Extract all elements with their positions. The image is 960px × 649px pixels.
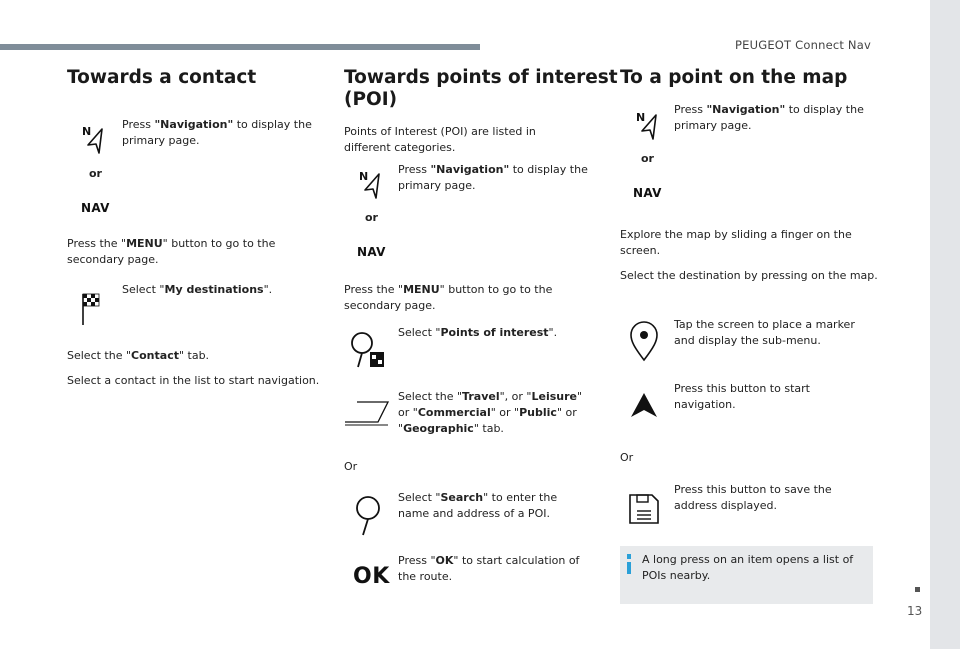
step-text: Press "OK" to start calculation of the route. xyxy=(398,554,580,583)
save-icon xyxy=(628,493,660,525)
step-text: Explore the map by sliding a finger on the screen. xyxy=(620,228,852,257)
navigation-arrow-icon xyxy=(629,392,659,420)
step-text: Select "My destinations". xyxy=(122,283,273,296)
page-number: 13 xyxy=(907,604,923,618)
section-title: Towards a contact xyxy=(67,67,257,88)
step-text: Tap the screen to place a marker and display the sub-menu. xyxy=(674,318,855,347)
step-text: Press the "MENU" button to go to the secondary page. xyxy=(344,283,553,312)
step-text: Select the "Travel", or "Leisure" or "Commercial" or "Public" or "Geographic" tab. xyxy=(398,390,583,435)
step-text: Press "Navigation" to display the primary page. xyxy=(398,163,588,192)
info-text: A long press on an item opens a list of POIs nearby. xyxy=(642,553,854,582)
step-text: Select a contact in the list to start navigation. xyxy=(67,374,320,387)
step-text: Press "Navigation" to display the primary page. xyxy=(122,118,312,147)
navigation-icon xyxy=(634,111,660,143)
ok-button-label: OK xyxy=(353,564,390,589)
step-text: Select the destination by pressing on the map. xyxy=(620,269,878,282)
poi-search-icon xyxy=(348,330,388,370)
or-label: or xyxy=(89,167,102,180)
info-icon xyxy=(627,554,631,559)
intro-text: Points of Interest (POI) are listed in different categories. xyxy=(344,125,536,154)
running-header: PEUGEOT Connect Nav xyxy=(735,38,871,52)
step-text: Press "Navigation" to display the primary page. xyxy=(674,103,864,132)
navigation-icon xyxy=(357,170,383,202)
step-text: Press this button to save the address displayed. xyxy=(674,483,832,512)
nav-button-label: NAV xyxy=(633,186,662,200)
svg-text:N: N xyxy=(636,111,646,124)
or-label: or xyxy=(365,211,378,224)
step-text: Select the "Contact" tab. xyxy=(67,349,210,362)
top-rule xyxy=(0,44,480,50)
step-text: Select "Points of interest". xyxy=(398,326,558,339)
map-marker-icon xyxy=(628,320,660,362)
step-text: Press this button to start navigation. xyxy=(674,382,810,411)
nav-button-label: NAV xyxy=(81,201,110,215)
svg-text:N: N xyxy=(82,125,92,138)
navigation-icon xyxy=(80,125,106,157)
section-title: To a point on the map xyxy=(620,67,848,88)
svg-text:N: N xyxy=(359,170,369,183)
section-title: Towards points of interest (POI) xyxy=(344,67,618,110)
or-label: Or xyxy=(344,460,358,473)
page-marker xyxy=(915,587,920,592)
or-label: Or xyxy=(620,451,634,464)
checkered-flag-icon xyxy=(80,292,102,326)
magnifier-icon xyxy=(350,495,386,537)
step-text: Press the "MENU" button to go to the secondary page. xyxy=(67,237,276,266)
nav-button-label: NAV xyxy=(357,245,386,259)
category-tab-icon xyxy=(344,398,390,426)
or-label: or xyxy=(641,152,654,165)
side-band xyxy=(930,0,960,649)
info-icon-stem xyxy=(627,562,631,574)
step-text: Select "Search" to enter the name and address of a POI. xyxy=(398,491,558,520)
